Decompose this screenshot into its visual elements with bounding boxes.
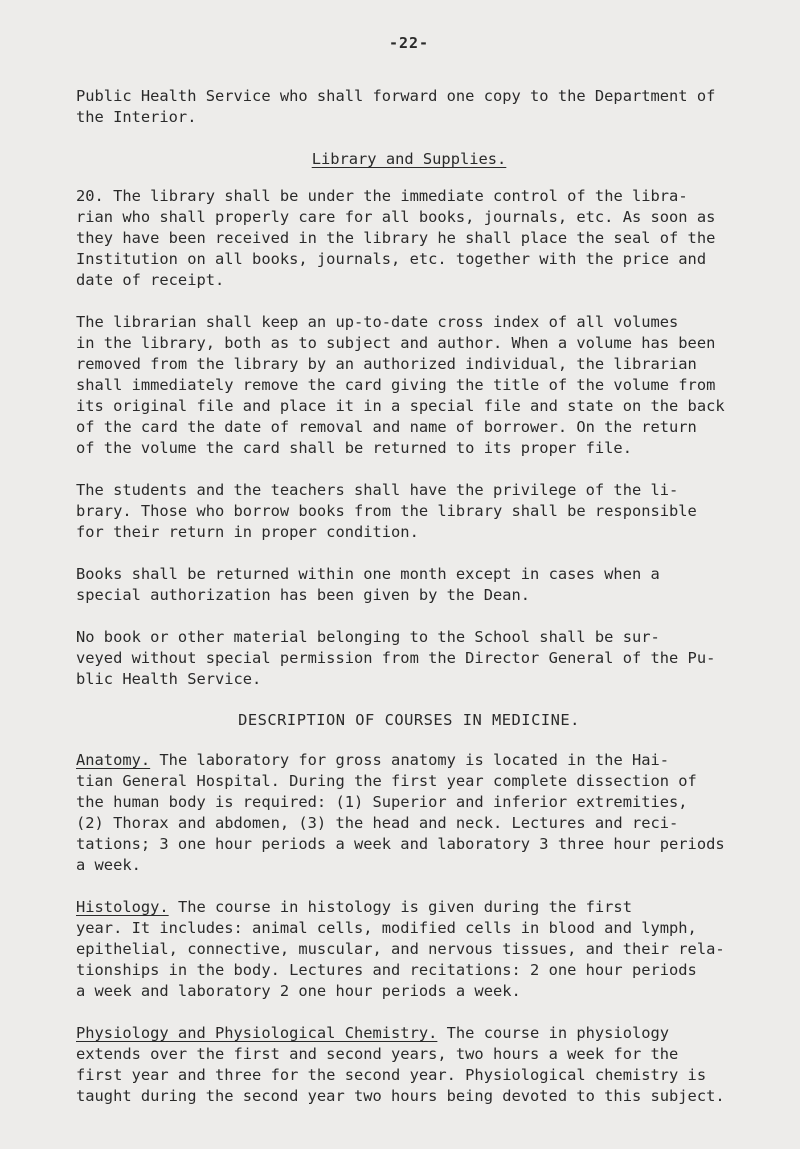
privilege-paragraph: The students and the teachers shall have the privilege of the li- brary. Those who borrow books from the library shall be responsible for their return in proper condition. (76, 481, 697, 541)
histology-title: Histology. (76, 898, 169, 916)
physiology-title: Physiology and Physiological Chemistry. (76, 1024, 438, 1042)
return-paragraph: Books shall be returned within one month except in cases when a special authorization has been given by the Dean. (76, 565, 660, 604)
anatomy-title: Anatomy. (76, 751, 151, 769)
paragraph-20-text: The library shall be under the immediate control of the libra- rian who shall properly care for all books, journals, etc. As soon as they have been received in the library he shall place the seal of the Institution on all books, journals, etc. together with the price and date of receipt. (76, 187, 716, 289)
cross-index-paragraph: The librarian shall keep an up-to-date cross index of all volumes in the library, both as to subject and author. When a volume has been removed from the library by an authorized individual, the librarian shall immediately remove the card giving the title of the volume from its original file and place it in a special file and state on the back of the card the date of removal and name of borrower. On the return of the volume the card shall be returned to its proper file. (76, 313, 725, 457)
intro-paragraph: Public Health Service who shall forward one copy to the Department of the Interior. (76, 87, 716, 126)
histology-text: The course in histology is given during the first year. It includes: animal cells, modified cells in blood and lymph, epithelial, connective, muscular, and nervous tissues, and their rela- tionships in the body. Lectures and recitations: 2 one hour periods a week and laboratory 2 one hour periods a week. (76, 898, 725, 1000)
paragraph-20-number: 20. (76, 187, 104, 205)
library-heading (76, 150, 742, 168)
physiology-paragraph (76, 1023, 742, 1107)
library-heading-text: Library and Supplies. (311, 150, 507, 168)
physiology-text: The course in physiology extends over the first and second years, two hours a week for the first year and three for the second year. Physiological chemistry is taught during the second year two hours being devoted to this subject. (76, 1024, 725, 1105)
description-heading: DESCRIPTION OF COURSES IN MEDICINE. (238, 711, 580, 729)
paragraph-20 (76, 186, 742, 291)
histology-paragraph (76, 897, 742, 1002)
page-number: -22- (388, 34, 430, 52)
surveyed-paragraph: No book or other material belonging to the School shall be sur- veyed without special permission from the Director General of the Pu- blic Health Service. (76, 628, 716, 688)
anatomy-paragraph (76, 750, 742, 876)
anatomy-text: The laboratory for gross anatomy is located in the Hai- tian General Hospital. During the first year complete dissection of the human body is required: (1) Superior and inferior extremities, (2) Thorax and abdomen, (3) the head and neck. Lectures and reci- tations; 3 one hour periods a week and laboratory 3 three hour periods a week. (76, 751, 725, 874)
